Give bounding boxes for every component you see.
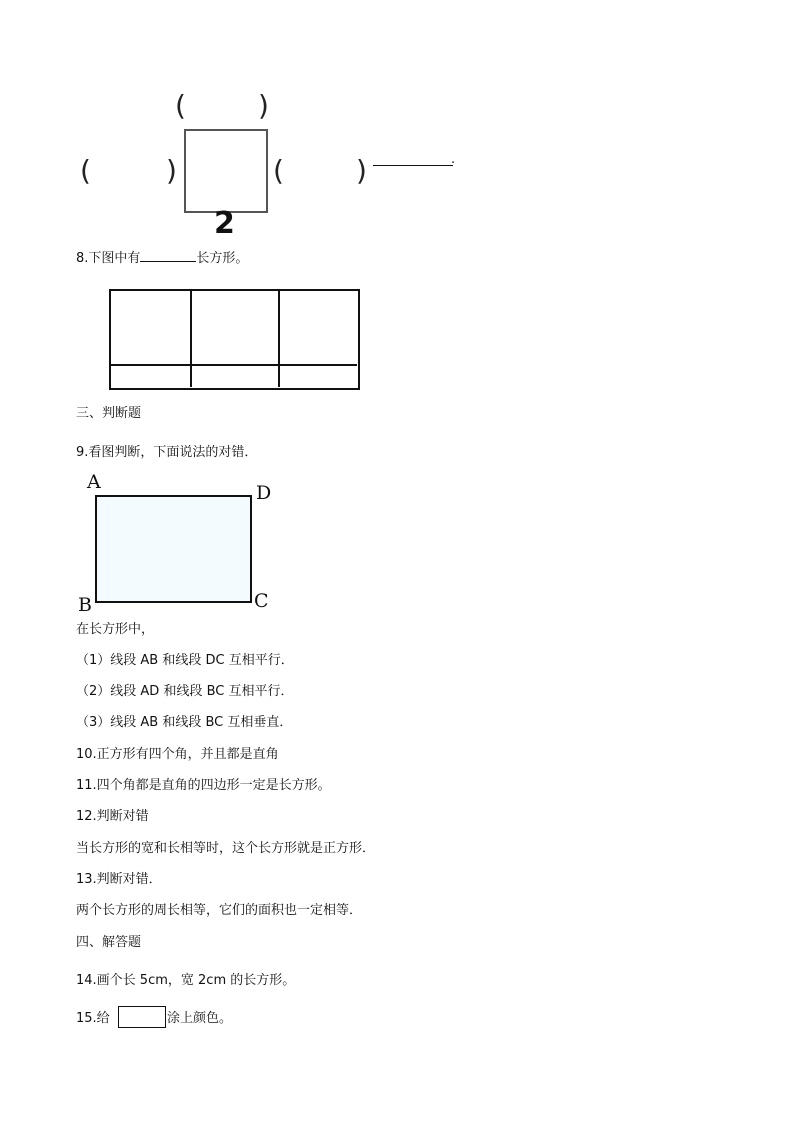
question-13-text: 两个长方形的周长相等，它们的面积也一定相等． — [76, 903, 363, 918]
question-15-rectangle[interactable] — [118, 1006, 166, 1028]
question-8 — [76, 251, 248, 267]
vertex-c-label: C — [254, 590, 269, 612]
vertex-d-label: D — [256, 482, 272, 504]
question-15-suffix: 涂上颜色。 — [167, 1011, 233, 1026]
top-paren-open: ( — [175, 89, 186, 122]
vertex-a-label: A — [87, 471, 101, 493]
right-paren-open: ( — [273, 154, 284, 187]
section-3-title: 三、判断题 — [76, 406, 142, 421]
grid-vertical-line-2 — [278, 290, 280, 387]
answer-end-mark: . — [451, 152, 456, 167]
question-11: 11.四个角都是直角的四边形一定是长方形。 — [76, 778, 331, 793]
right-paren-close: ) — [356, 154, 367, 187]
answer-blank-line[interactable] — [373, 165, 453, 166]
question-8-suffix: 长方形。 — [196, 251, 249, 266]
vertex-b-label: B — [78, 594, 92, 616]
question-8-prefix: 8.下图中有 — [76, 251, 141, 266]
section-4-title: 四、解答题 — [76, 935, 142, 950]
question-9-item-2: （2）线段 AD 和线段 BC 互相平行． — [76, 684, 294, 699]
question-9-intro: 在长方形中， — [76, 622, 155, 637]
question-9-title: 9.看图判断，下面说法的对错． — [76, 445, 258, 460]
question-10: 10.正方形有四个角，并且都是直角 — [76, 747, 279, 762]
left-paren-close: ) — [166, 154, 177, 187]
question-15-prefix: 15.给 — [76, 1011, 110, 1026]
grid-vertical-line-1 — [190, 290, 192, 387]
question-8-blank[interactable] — [140, 261, 196, 262]
left-paren-open: ( — [80, 154, 91, 187]
grid-horizontal-line — [110, 364, 357, 366]
question-12-text: 当长方形的宽和长相等时，这个长方形就是正方形． — [76, 841, 376, 856]
square-shape — [184, 129, 268, 213]
question-13-title: 13.判断对错． — [76, 872, 162, 887]
rectangle-abcd — [95, 495, 252, 603]
top-paren-close: ) — [258, 89, 269, 122]
question-9-item-3: （3）线段 AB 和线段 BC 互相垂直． — [76, 715, 293, 730]
side-length-label: 2 — [214, 206, 235, 241]
question-12-title: 12.判断对错 — [76, 809, 149, 824]
grid-outer-rect — [109, 289, 360, 390]
question-14: 14.画个长 5cm，宽 2cm 的长方形。 — [76, 973, 296, 988]
question-9-item-1: （1）线段 AB 和线段 DC 互相平行． — [76, 653, 294, 668]
